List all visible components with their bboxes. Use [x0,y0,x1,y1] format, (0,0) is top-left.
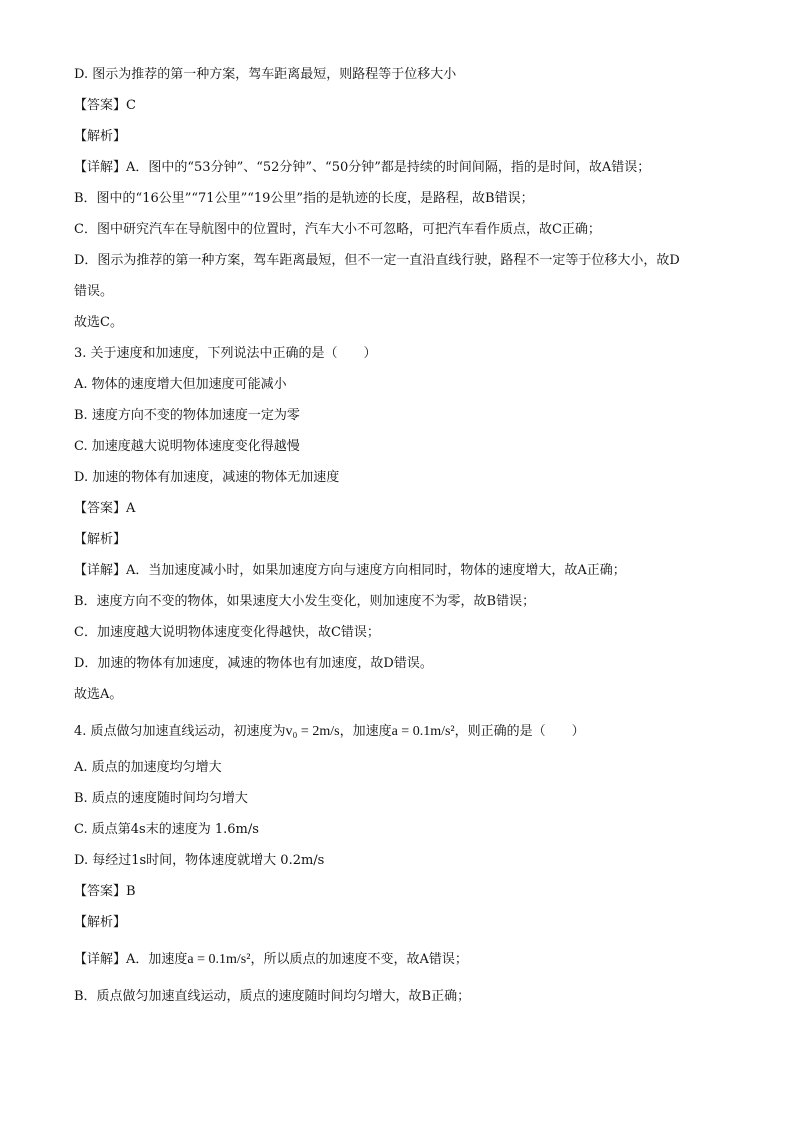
question-3: 3. 关于速度和加速度，下列说法中正确的是（ ） [74,346,377,361]
option-d-q2: D. 图示为推荐的第一种方案，驾车距离最短，则路程等于位移大小 [74,67,457,82]
detail-b-q3: B．速度方向不变的物体，如果速度大小发生变化，则加速度不为零，故B错误； [74,594,536,609]
question-4 [74,723,724,741]
analysis-label-q2: 【解析】 [74,129,127,144]
option-c-q3: C. 加速度越大说明物体速度变化得越慢 [74,439,300,454]
question-4-end: ，则正确的是（ ） [454,724,585,739]
analysis-label-q4: 【解析】 [74,915,127,930]
detail-b-q2: B．图中的“16公里”“71公里”“19公里”指的是轨迹的长度，是路程，故B错误； [74,191,534,206]
detail-d-q3: D．加速的物体有加速度，减速的物体也有加速度，故D错误。 [74,656,433,671]
detail-a-q2: 【详解】A．图中的“53分钟”、“52分钟”、“50分钟”都是持续的时间间隔，指的是时间，故A错误； [74,160,651,175]
question-4-intro: 4. 质点做匀加速直线运动，初速度为 [74,724,286,739]
option-b-q3: B. 速度方向不变的物体加速度一定为零 [74,408,300,423]
answer-q4: 【答案】B [74,884,136,899]
question-4-mid: ，加速度 [339,724,392,739]
detail-a-q4 [74,951,724,969]
acceleration-formula: a = 0.1m/s² [391,724,455,739]
detail-d-q2-continued: 错误。 [74,284,114,299]
option-a-q4: A. 质点的加速度均匀增大 [74,760,222,775]
initial-velocity-formula: v₀ = 2m/s [285,724,340,739]
answer-q3: 【答案】A [74,501,136,516]
detail-a-q3: 【详解】A．当加速度减小时，如果加速度方向与速度方向相同时，物体的速度增大，故A正确； [74,563,626,578]
option-c-q4: C. 质点第4s末的速度为 1.6m/s [74,822,259,837]
conclusion-q2: 故选C。 [74,315,123,330]
option-a-q3: A. 物体的速度增大但加速度可能减小 [74,377,287,392]
detail-c-q3: C．加速度越大说明物体速度变化得越快，故C错误； [74,625,380,640]
detail-b-q4: B．质点做匀加速直线运动，质点的速度随时间均匀增大，故B正确； [74,989,471,1004]
conclusion-q3: 故选A。 [74,687,123,702]
detail-c-q2: C．图中研究汽车在导航图中的位置时，汽车大小不可忽略，可把汽车看作质点，故C正确； [74,222,601,237]
detail-a-q4-prefix: 【详解】A．加速度 [74,952,188,967]
analysis-label-q3: 【解析】 [74,532,127,547]
detail-a-q4-suffix: ，所以质点的加速度不变，故A错误； [250,952,468,967]
answer-q2: 【答案】C [74,98,136,113]
option-d-q3: D. 加速的物体有加速度，减速的物体无加速度 [74,470,340,485]
option-b-q4: B. 质点的速度随时间均匀增大 [74,791,248,806]
detail-d-q2: D．图示为推荐的第一种方案，驾车距离最短，但不一定一直沿直线行驶，路程不一定等于位移大小，故D [74,253,680,268]
option-d-q4: D. 每经过1s时间，物体速度就增大 0.2m/s [74,853,325,868]
detail-acceleration-formula: a = 0.1m/s² [187,952,251,967]
